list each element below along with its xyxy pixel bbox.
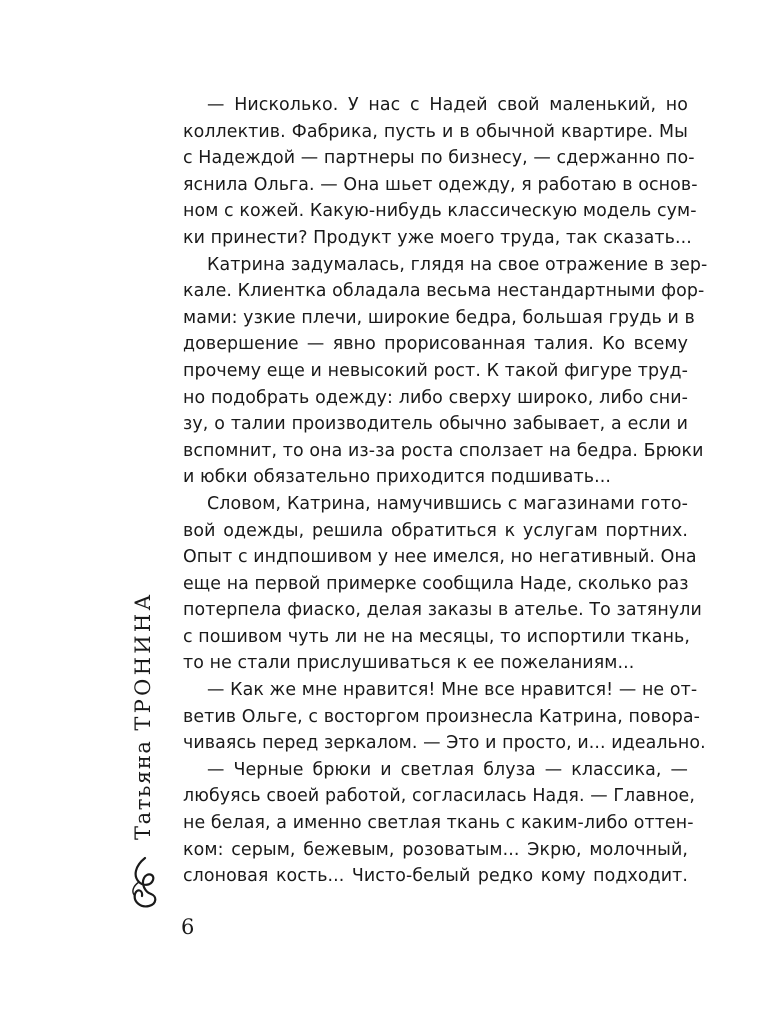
text-line: яснила Ольга. — Она шьет одежду, я работаю в основ- [183, 174, 698, 195]
text-line: вой одежды, решила обратиться к услугам портних. [183, 520, 688, 541]
text-line: чиваясь перед зеркалом. — Это и просто, и... идеально. [183, 733, 706, 754]
text-line: Опыт с индпошивом у нее имелся, но негативный. Она [183, 547, 697, 568]
text-line: прочему еще и невысокий рост. К такой фигуре труд- [183, 360, 688, 381]
flourish-ornament-icon [129, 856, 159, 908]
text-line: — Нисколько. У нас с Надей свой маленький, но [207, 95, 688, 115]
text-line: еще на первой примерке сообщила Наде, сколько раз [183, 573, 689, 594]
author-last-name: ТРОНИНА [131, 591, 155, 731]
text-line: — Как же мне нравится! Мне все нравится! — не от- [207, 680, 698, 701]
text-line: с Надеждой — партнеры по бизнесу, — сдержанно по- [183, 148, 695, 169]
text-line: ветив Ольге, с восторгом произнесла Катрина, поворa- [183, 706, 701, 727]
running-head-author [128, 572, 158, 840]
text-line: кале. Клиентка обладала весьма нестандартными фор- [183, 281, 705, 302]
text-line: Словом, Катрина, намучившись с магазинами гото- [207, 493, 688, 514]
text-line: зу, о талии производитель обычно забывает, а если и [183, 414, 688, 435]
page-number: 6 [181, 915, 195, 939]
author-first-name: Татьяна [131, 739, 155, 840]
text-line: коллектив. Фабрика, пусть и в обычной квартире. Мы [183, 121, 688, 142]
text-line: довершение — явно прорисованная талия. Ко всему [183, 334, 688, 355]
text-line: слоновая кость... Чисто-белый редко кому подходит. [183, 866, 688, 887]
text-line: любуясь своей работой, согласилась Надя. — Главное, [183, 786, 695, 807]
body-text [183, 92, 708, 890]
text-line: вспомнит, то она из-за роста сползает на бедра. Брюки [183, 440, 704, 461]
text-line: ном с кожей. Какую-нибудь классическую модель сум- [183, 201, 697, 222]
text-line: Катрина задумалась, глядя на свое отражение в зер- [207, 254, 708, 275]
text-line: но подобрать одежду: либо сверху широко, либо сни- [183, 387, 688, 408]
text-line: потерпела фиаско, делая заказы в ателье. То затянули [183, 600, 702, 621]
text-line: ком: серым, бежевым, розоватым... Экрю, молочный, [183, 839, 688, 860]
text-line: не белая, а именно светлая ткань с каким-либо оттен- [183, 813, 694, 834]
text-line: то не стали прислушиваться к ее пожеланиям... [183, 653, 635, 674]
text-line: — Черные брюки и светлая блуза — классика, — [207, 759, 688, 780]
text-line: с пошивом чуть ли не на месяцы, то испортили ткань, [183, 626, 691, 647]
text-line: и юбки обязательно приходится подшивать... [183, 467, 611, 488]
text-line: мами: узкие плечи, широкие бедра, большая грудь и в [183, 307, 695, 328]
text-line: ки принести? Продукт уже моего труда, так сказать... [183, 227, 692, 248]
